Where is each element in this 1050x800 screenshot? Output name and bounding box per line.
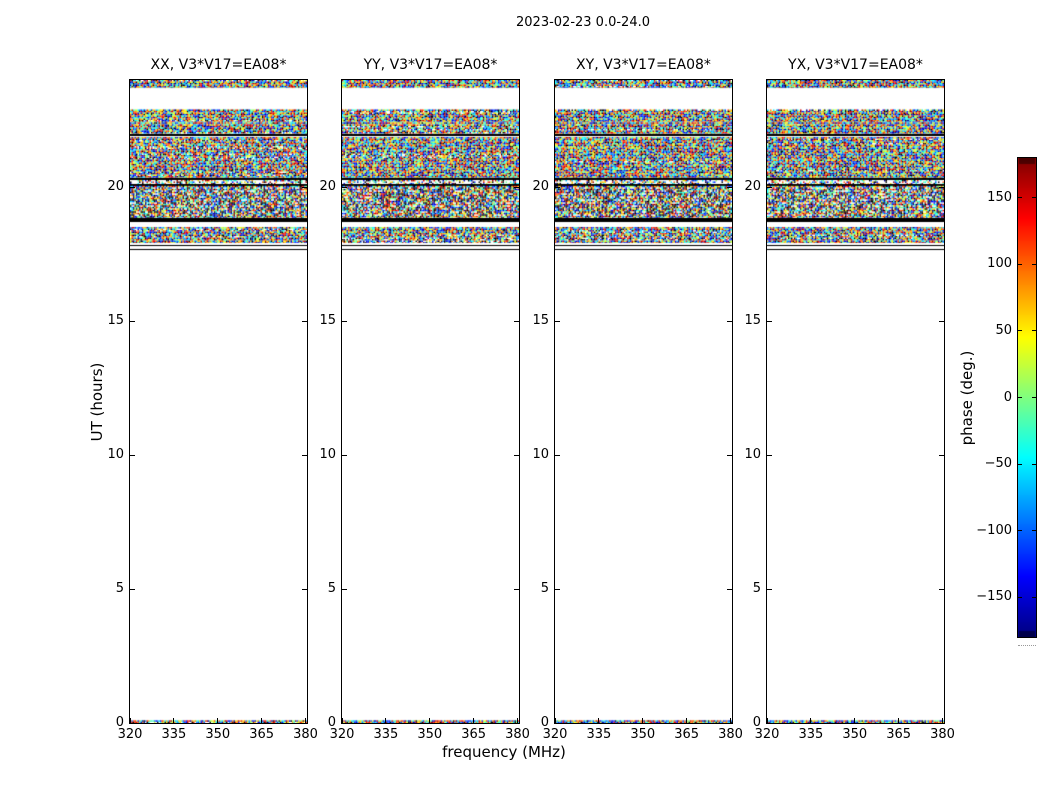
colorbar-tick-label: −50 <box>984 456 1012 472</box>
y-tick-label: 0 <box>540 715 549 730</box>
x-tick <box>642 718 643 723</box>
y-tick-label: 0 <box>752 715 761 730</box>
y-tick-label: 0 <box>327 715 336 730</box>
y-tick <box>555 455 560 456</box>
y-tick-label: 10 <box>107 447 124 463</box>
colorbar-tick-label: −150 <box>976 589 1012 605</box>
y-tick-label: 20 <box>532 179 549 195</box>
y-tick <box>342 589 347 590</box>
x-tick-label: 350 <box>630 727 656 742</box>
x-tick-label: 365 <box>249 727 275 742</box>
y-tick-label: 5 <box>115 581 124 597</box>
heatmap-canvas-yy <box>342 80 519 723</box>
y-tick-label: 20 <box>319 179 336 195</box>
colorbar-label: phase (deg.) <box>958 350 976 446</box>
x-tick-label: 380 <box>505 727 530 742</box>
x-tick <box>429 718 430 723</box>
y-tick-label: 15 <box>319 313 336 329</box>
x-tick-label: 335 <box>161 727 187 742</box>
y-tick <box>130 589 135 590</box>
heatmap-canvas-yx <box>767 80 944 723</box>
x-tick-label: 380 <box>718 727 743 742</box>
figure-title: 2023-02-23 0.0-24.0 <box>516 15 650 30</box>
panel-title-xy: XY, V3*V17=EA08* <box>576 57 711 73</box>
y-tick <box>555 723 560 724</box>
colorbar-tick <box>1018 397 1022 398</box>
y-tick-label: 5 <box>327 581 336 597</box>
y-tick-label: 20 <box>744 179 761 195</box>
y-tick <box>767 187 772 188</box>
y-tick <box>555 187 560 188</box>
y-tick <box>939 589 944 590</box>
y-tick <box>130 187 135 188</box>
x-tick <box>173 718 174 723</box>
colorbar-tick-label: 0 <box>1003 389 1012 405</box>
x-tick-label: 365 <box>674 727 700 742</box>
x-tick-label: 350 <box>842 727 868 742</box>
y-tick-label: 20 <box>107 179 124 195</box>
colorbar-end-dotted-line <box>1018 645 1036 646</box>
colorbar-tick-label: 50 <box>995 322 1012 338</box>
x-tick-label: 320 <box>117 727 143 742</box>
y-tick <box>767 455 772 456</box>
x-tick <box>898 718 899 723</box>
y-tick-label: 10 <box>744 447 761 463</box>
colorbar-tick <box>1032 530 1036 531</box>
colorbar-tick <box>1018 330 1022 331</box>
panel-title-xx: XX, V3*V17=EA08* <box>150 57 287 73</box>
y-tick <box>939 321 944 322</box>
x-tick-label: 380 <box>293 727 318 742</box>
y-axis-label: UT (hours) <box>88 362 106 442</box>
y-tick <box>130 321 135 322</box>
y-tick <box>767 723 772 724</box>
x-tick-label: 380 <box>930 727 955 742</box>
y-tick-label: 10 <box>532 447 549 463</box>
y-tick <box>555 589 560 590</box>
y-tick <box>555 321 560 322</box>
x-tick <box>854 718 855 723</box>
colorbar-tick <box>1032 330 1036 331</box>
colorbar-tick <box>1018 264 1022 265</box>
panel-title-yx: YX, V3*V17=EA08* <box>788 57 923 73</box>
x-tick-label: 335 <box>373 727 399 742</box>
y-tick-label: 5 <box>752 581 761 597</box>
y-tick <box>130 723 135 724</box>
x-tick <box>217 718 218 723</box>
x-tick <box>598 718 599 723</box>
colorbar-tick <box>1018 464 1022 465</box>
y-tick <box>767 321 772 322</box>
colorbar-tick-label: 150 <box>987 189 1012 205</box>
colorbar-tick <box>1032 597 1036 598</box>
x-tick <box>385 718 386 723</box>
y-tick <box>767 589 772 590</box>
colorbar-tick <box>1032 464 1036 465</box>
y-tick <box>939 187 944 188</box>
x-tick-label: 320 <box>329 727 355 742</box>
x-tick <box>810 718 811 723</box>
y-tick-label: 0 <box>115 715 124 730</box>
y-tick-label: 15 <box>107 313 124 329</box>
y-tick <box>939 455 944 456</box>
colorbar-tick-label: −100 <box>976 522 1012 538</box>
x-tick <box>261 718 262 723</box>
heatmap-canvas-xx <box>130 80 307 723</box>
colorbar-tick <box>1018 197 1022 198</box>
y-tick-label: 15 <box>744 313 761 329</box>
x-tick-label: 350 <box>417 727 443 742</box>
colorbar-tick-label: 100 <box>987 256 1012 272</box>
colorbar-tick <box>1018 597 1022 598</box>
heatmap-canvas-xy <box>555 80 732 723</box>
x-tick <box>686 718 687 723</box>
x-tick-label: 350 <box>205 727 231 742</box>
y-tick-label: 15 <box>532 313 549 329</box>
y-tick <box>342 455 347 456</box>
y-tick-label: 10 <box>319 447 336 463</box>
x-tick-label: 320 <box>754 727 780 742</box>
panel-title-yy: YY, V3*V17=EA08* <box>363 57 498 73</box>
y-tick <box>342 321 347 322</box>
x-axis-label: frequency (MHz) <box>442 743 566 761</box>
y-tick <box>342 723 347 724</box>
x-tick <box>473 718 474 723</box>
colorbar-tick <box>1032 264 1036 265</box>
x-tick-label: 335 <box>586 727 612 742</box>
y-tick <box>342 187 347 188</box>
x-tick-label: 365 <box>886 727 912 742</box>
x-tick-label: 335 <box>798 727 824 742</box>
x-tick-label: 320 <box>542 727 568 742</box>
y-tick <box>130 455 135 456</box>
colorbar-tick <box>1018 530 1022 531</box>
colorbar-tick <box>1032 197 1036 198</box>
x-tick-label: 365 <box>461 727 487 742</box>
y-tick-label: 5 <box>540 581 549 597</box>
y-tick <box>939 723 944 724</box>
colorbar-tick <box>1032 397 1036 398</box>
